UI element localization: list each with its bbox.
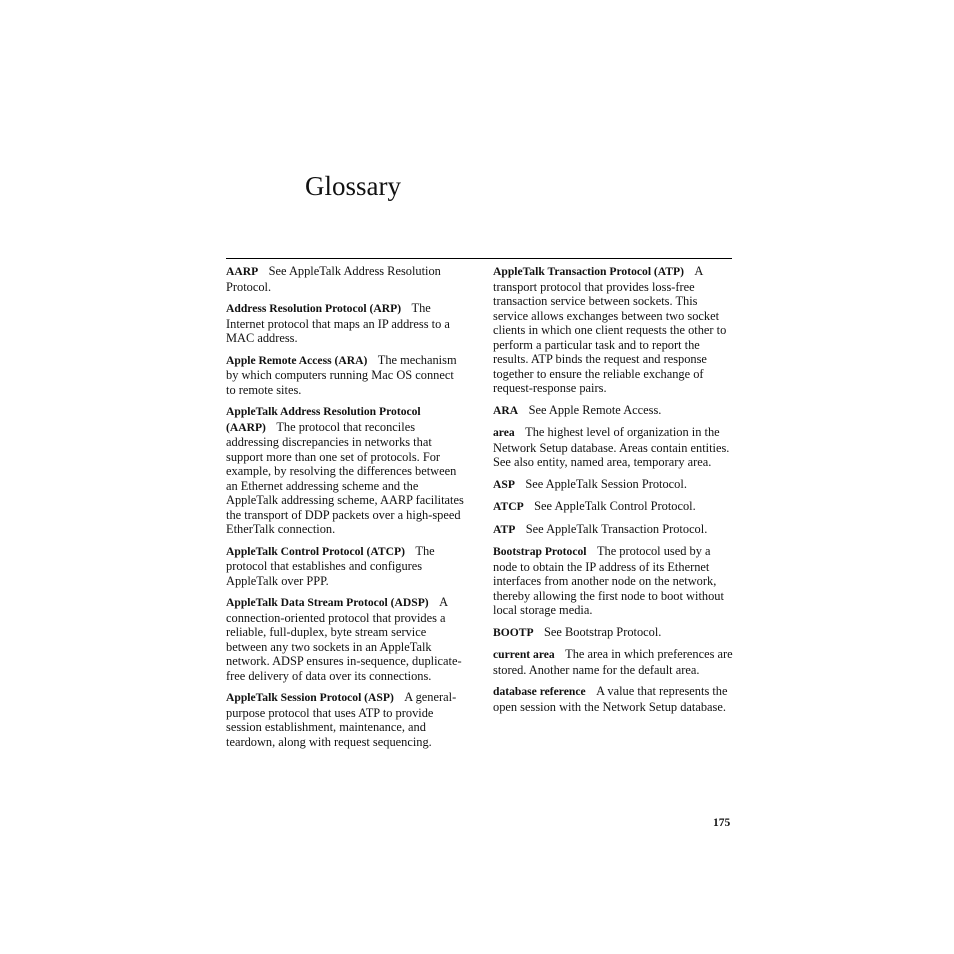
glossary-entry bbox=[493, 544, 733, 618]
glossary-term: area bbox=[493, 426, 515, 439]
glossary-entry bbox=[226, 301, 466, 346]
glossary-definition: See AppleTalk Control Protocol. bbox=[534, 499, 696, 513]
glossary-definition: See Apple Remote Access. bbox=[528, 402, 662, 417]
glossary-entry bbox=[226, 595, 466, 683]
glossary-term: BOOTP bbox=[493, 625, 534, 639]
glossary-entry bbox=[493, 647, 733, 677]
glossary-term: Bootstrap Protocol bbox=[493, 545, 587, 558]
glossary-definition: A general-purpose protocol that uses ATP to provide session establishment, maintenance, and teardown, along with request sequencing. bbox=[226, 690, 457, 749]
glossary-term: AppleTalk Transaction Protocol (ATP) bbox=[493, 265, 684, 278]
glossary-term: ARA bbox=[493, 403, 519, 417]
glossary-definition: The highest level of organization in the Network Setup database. Areas contain entities. See also entity, named area, temporary area. bbox=[493, 425, 730, 469]
glossary-term: AppleTalk Address Resolution Protocol (AARP) bbox=[226, 405, 421, 434]
glossary-term: ASP bbox=[493, 477, 515, 491]
glossary-term: ATCP bbox=[493, 500, 524, 513]
glossary-definition: The protocol that reconciles addressing discrepancies in networks that support more than one set of protocols. For example, by resolving the differences between an Ethernet addressing scheme and the AppleTalk addressing scheme, AARP facilitates the transport of DDP packets over a high-speed EtherTalk connection. bbox=[226, 419, 464, 536]
glossary-entry bbox=[493, 522, 733, 538]
glossary-entry bbox=[493, 477, 733, 493]
glossary-definition: A value that represents the open session with the Network Setup database. bbox=[493, 684, 728, 714]
glossary-term: Address Resolution Protocol (ARP) bbox=[226, 302, 402, 315]
glossary-entry bbox=[226, 404, 466, 537]
glossary-definition: See AppleTalk Session Protocol. bbox=[525, 476, 687, 491]
glossary-entry bbox=[493, 684, 733, 714]
glossary-entry bbox=[226, 544, 466, 589]
glossary-term: Apple Remote Access (ARA) bbox=[226, 353, 368, 367]
glossary-term: AppleTalk Data Stream Protocol (ADSP) bbox=[226, 596, 429, 609]
glossary-column-left bbox=[226, 264, 466, 756]
glossary-definition: The mechanism by which computers running Mac OS connect to remote sites. bbox=[226, 352, 457, 397]
glossary-definition: The Internet protocol that maps an IP address to a MAC address. bbox=[226, 301, 450, 345]
glossary-definition: The protocol that establishes and configures AppleTalk over PPP. bbox=[226, 543, 435, 588]
glossary-entry bbox=[493, 264, 733, 396]
glossary-entry bbox=[493, 499, 733, 515]
glossary-definition: A transport protocol that provides loss-free transaction service between sockets. This service allows exchanges between two socket clients in which one client requests the other to perform a particular task and to report the results. ATP binds the request and response together to ensure the reliable exchange of request-response pairs. bbox=[493, 264, 727, 395]
glossary-entry bbox=[226, 264, 466, 294]
glossary-term: AARP bbox=[226, 265, 259, 278]
glossary-entry bbox=[493, 625, 733, 641]
glossary-entry bbox=[226, 353, 466, 398]
glossary-column-right bbox=[493, 264, 733, 721]
page-title: Glossary bbox=[305, 171, 401, 201]
glossary-term: ATP bbox=[493, 522, 516, 536]
glossary-term: current area bbox=[493, 648, 555, 661]
glossary-term: AppleTalk Session Protocol (ASP) bbox=[226, 691, 394, 704]
glossary-definition: A connection-oriented protocol that provides a reliable, full-duplex, byte stream service between any two sockets in an AppleTalk network. ADSP ensures in-sequence, duplicate-free delivery of data over its connections. bbox=[226, 595, 462, 683]
title-divider bbox=[226, 258, 732, 259]
glossary-term: database reference bbox=[493, 685, 586, 698]
glossary-definition: The area in which preferences are stored. Another name for the default area. bbox=[493, 647, 733, 677]
glossary-entry bbox=[493, 403, 733, 419]
glossary-entry bbox=[226, 690, 466, 749]
glossary-definition: The protocol used by a node to obtain the IP address of its Ethernet interfaces from another node on the network, thereby allowing the first node to boot without local storage media. bbox=[493, 544, 724, 617]
glossary-definition: See AppleTalk Transaction Protocol. bbox=[525, 521, 708, 536]
glossary-definition: See AppleTalk Address Resolution Protocol. bbox=[226, 264, 441, 294]
glossary-term: AppleTalk Control Protocol (ATCP) bbox=[226, 544, 405, 558]
glossary-entry bbox=[493, 425, 733, 470]
page-number: 175 bbox=[713, 817, 731, 829]
glossary-definition: See Bootstrap Protocol. bbox=[544, 624, 662, 639]
